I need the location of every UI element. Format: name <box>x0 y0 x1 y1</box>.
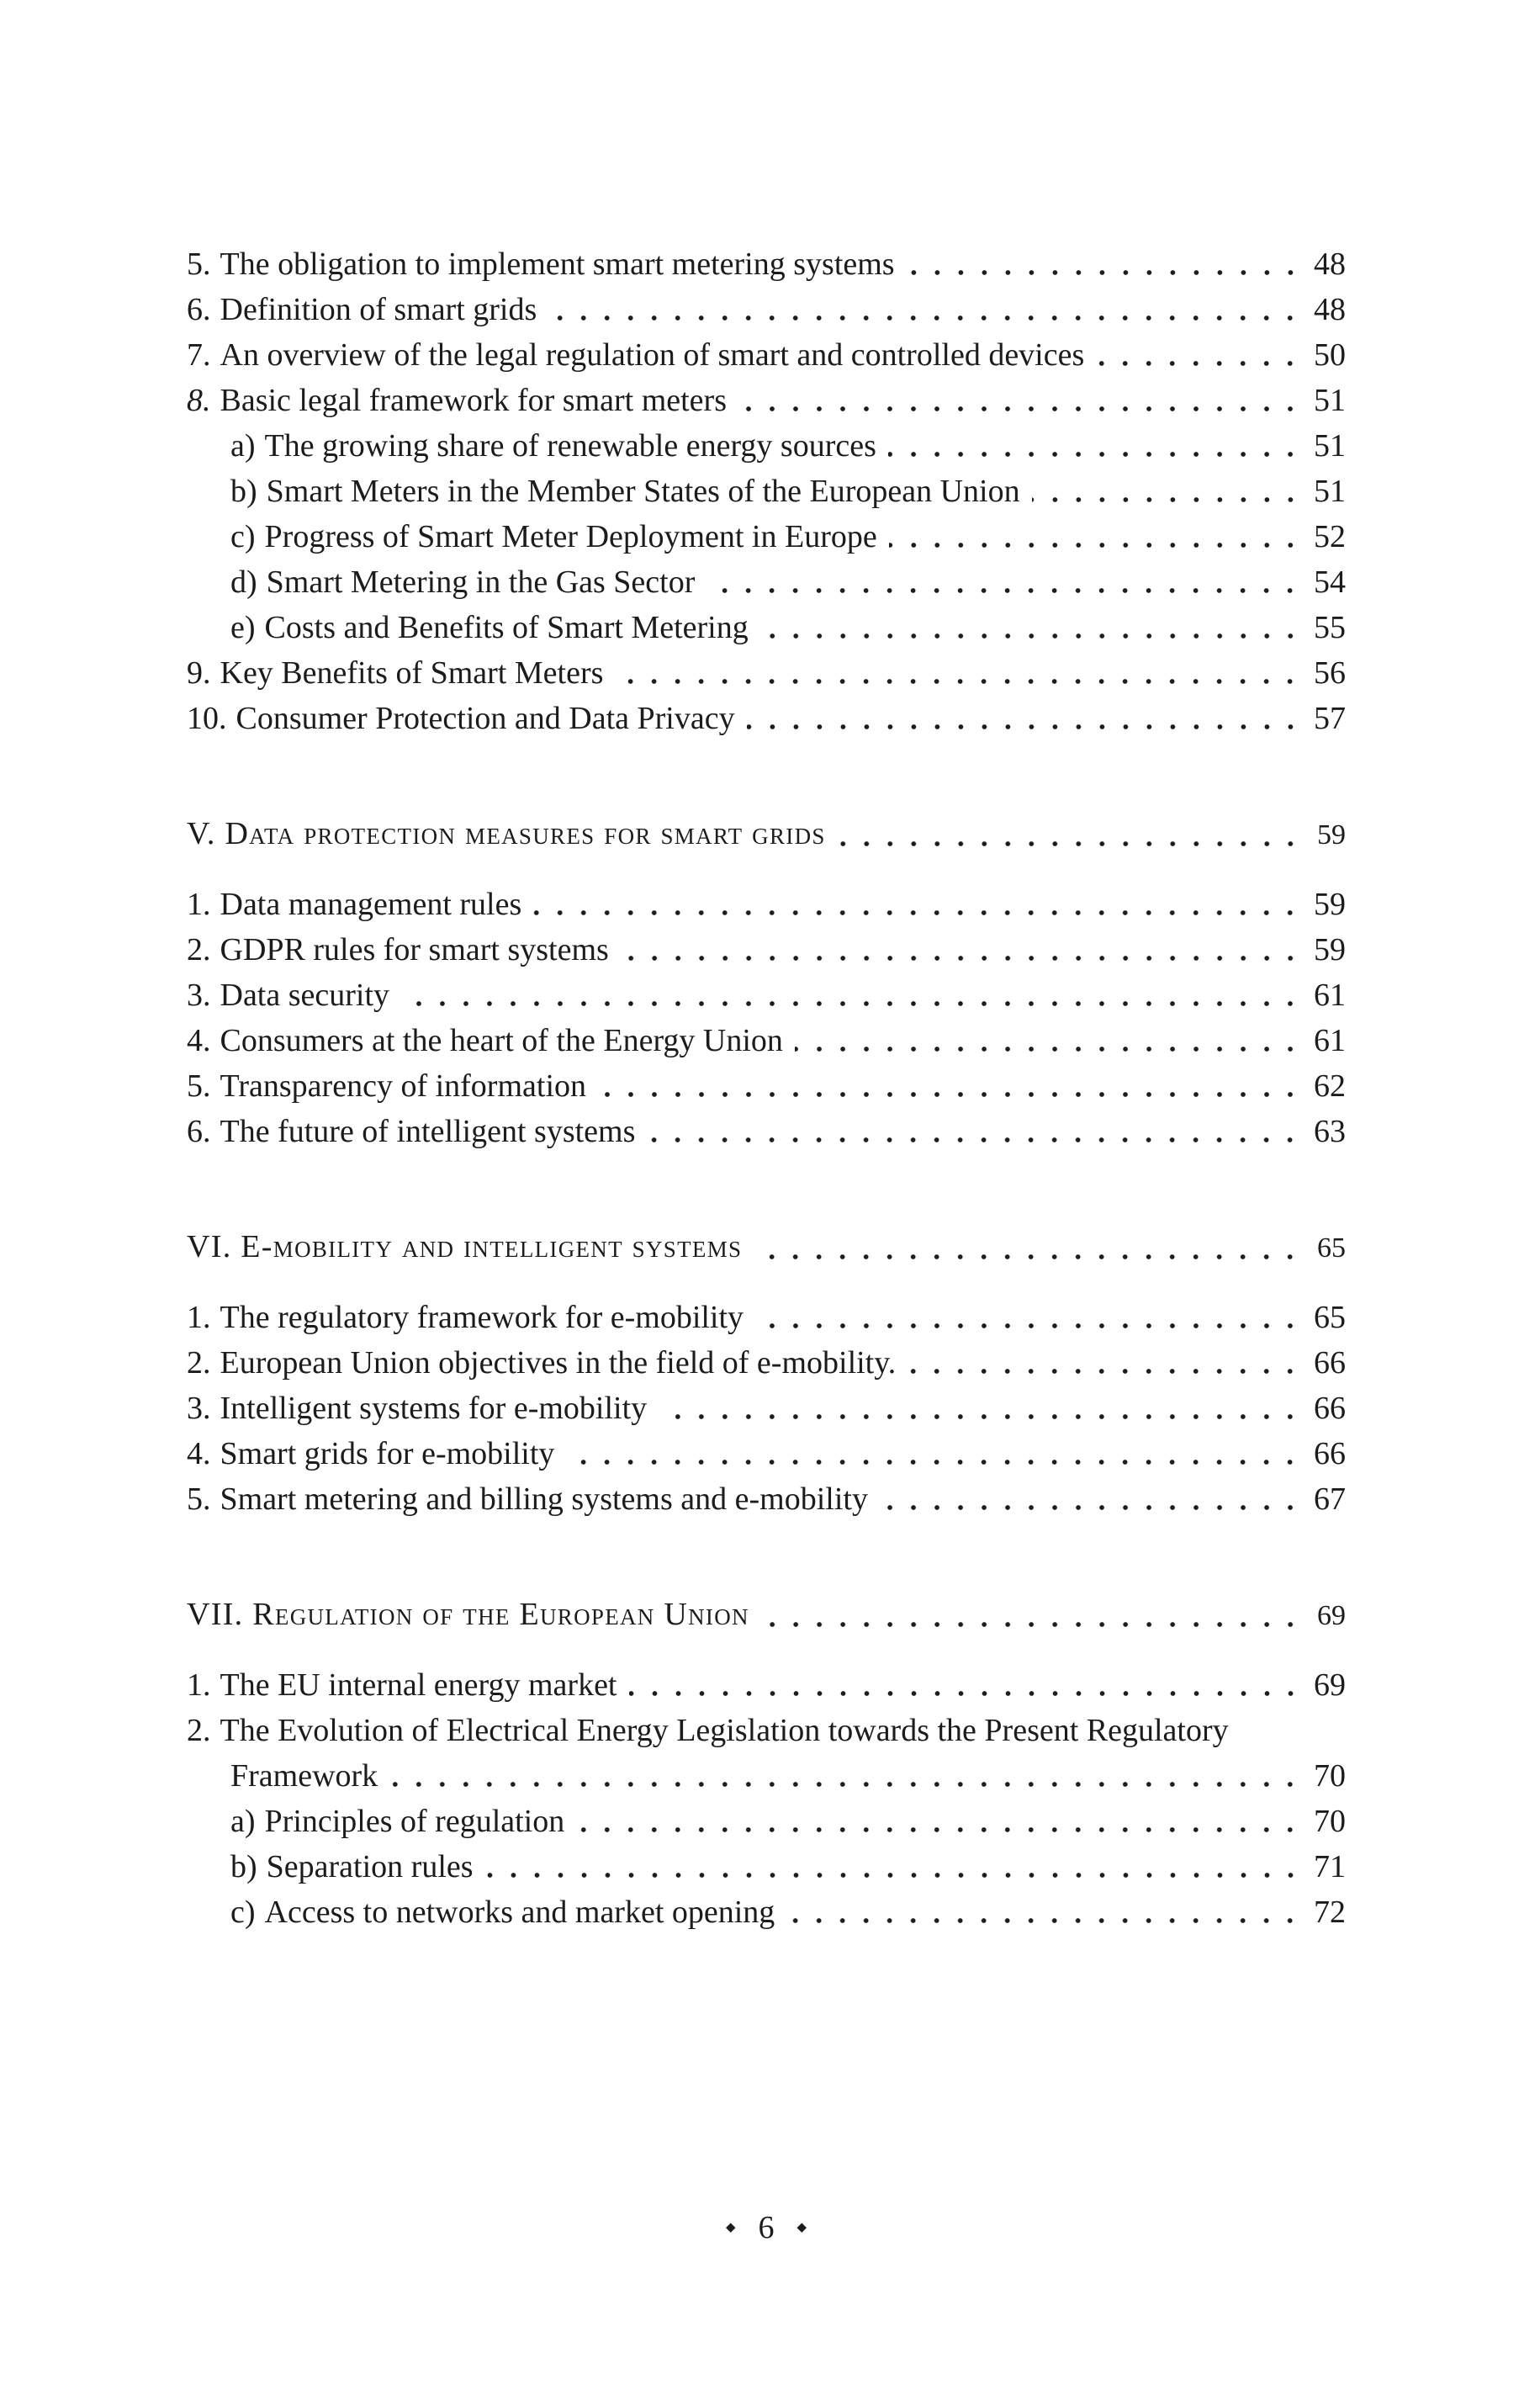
diamond-ornament-icon: ◆ <box>796 2219 807 2234</box>
entry-page-number: 50 <box>1314 337 1346 373</box>
toc-entry <box>187 973 1346 1018</box>
entry-page-number: 66 <box>1314 1391 1346 1426</box>
entry-title <box>187 1662 617 1708</box>
leader-dots <box>629 1691 1303 1696</box>
leader-dots <box>401 1001 1302 1006</box>
footer-page-number: 6 <box>758 2210 775 2245</box>
entry-title <box>230 469 1020 514</box>
entry-label: e) <box>230 610 256 645</box>
entry-text: Smart Meters in the Member States of the European Union <box>266 474 1020 509</box>
leader-dots <box>838 841 1302 846</box>
entry-title <box>230 1753 378 1799</box>
entry-page-number: 55 <box>1314 610 1346 645</box>
toc-entry <box>187 423 1346 469</box>
entry-title <box>230 1799 564 1844</box>
toc-entry <box>187 1799 1346 1844</box>
entry-title <box>187 1340 896 1386</box>
entry-label: 5. <box>187 246 211 282</box>
leader-dots <box>795 1047 1302 1052</box>
entry-label: b) <box>230 1849 257 1884</box>
entry-text: Smart grids for e-mobility <box>220 1436 555 1471</box>
entry-title <box>187 332 1084 378</box>
leader-dots <box>485 1873 1302 1878</box>
entry-text: Separation rules <box>266 1849 474 1884</box>
entry-text: Data security <box>220 978 390 1013</box>
leader-dots <box>659 1414 1302 1419</box>
toc-entry <box>187 378 1346 423</box>
entry-label: 2. <box>187 1713 211 1748</box>
entry-text: Definition of smart grids <box>220 292 537 327</box>
toc-section-header <box>187 1224 1346 1271</box>
entry-label: 8. <box>187 383 211 418</box>
leader-dots <box>888 452 1302 457</box>
entry-label: 5. <box>187 1481 211 1517</box>
toc-entry <box>187 927 1346 973</box>
leader-dots <box>754 1254 1302 1259</box>
toc-entry <box>187 1295 1346 1340</box>
entry-text: Progress of Smart Meter Deployment in Europe <box>264 519 877 554</box>
entry-page-number: 67 <box>1314 1481 1346 1517</box>
entry-label: 1. <box>187 1667 211 1703</box>
entry-title <box>187 1431 554 1476</box>
section-header-text: V. Data protection measures for smart grids <box>187 816 826 851</box>
entry-text: Transparency of information <box>220 1068 586 1104</box>
toc-entry <box>187 882 1346 927</box>
toc-entry <box>187 1844 1346 1889</box>
entry-text: Costs and Benefits of Smart Metering <box>264 610 749 645</box>
entry-title <box>230 1844 474 1889</box>
entry-page-number: 70 <box>1314 1758 1346 1794</box>
entry-label: 7. <box>187 337 211 373</box>
entry-label: 3. <box>187 1391 211 1426</box>
leader-dots <box>907 270 1302 275</box>
entry-text: Access to networks and market opening <box>264 1895 775 1930</box>
entry-label: 2. <box>187 932 211 967</box>
entry-title <box>187 1018 783 1063</box>
toc-entry <box>187 650 1346 696</box>
entry-text: Intelligent systems for e-mobility <box>220 1391 648 1426</box>
leader-dots <box>1096 361 1302 366</box>
toc-entry <box>187 1018 1346 1063</box>
leader-dots <box>389 1782 1302 1787</box>
leader-dots <box>598 1092 1302 1097</box>
entry-title <box>187 882 521 927</box>
entry-label: d) <box>230 564 257 600</box>
leader-dots <box>647 1137 1302 1142</box>
entry-page-number: 71 <box>1314 1849 1346 1884</box>
section-header-text: VI. E-mobility and intelligent systems <box>187 1229 743 1264</box>
entry-page-number: 54 <box>1314 564 1346 600</box>
leader-dots <box>621 956 1302 961</box>
entry-page-number: 69 <box>1314 1667 1346 1703</box>
entry-page-number: 66 <box>1314 1345 1346 1381</box>
entry-text: The future of intelligent systems <box>220 1114 636 1149</box>
entry-page-number: 70 <box>1314 1804 1346 1839</box>
entry-title <box>187 241 895 287</box>
entry-title <box>230 514 877 559</box>
entry-text: Principles of regulation <box>264 1804 565 1839</box>
toc-entry <box>187 332 1346 378</box>
leader-dots <box>576 1827 1302 1832</box>
entry-title <box>187 927 609 973</box>
entry-page-number: 59 <box>1314 932 1346 967</box>
entry-page-number: 56 <box>1314 655 1346 691</box>
entry-label: 10. <box>187 701 227 736</box>
section-page-number: 65 <box>1317 1232 1346 1264</box>
entry-label: 1. <box>187 1300 211 1335</box>
entry-label: b) <box>230 474 257 509</box>
entry-page-number: 51 <box>1314 428 1346 464</box>
toc-entry <box>187 1386 1346 1431</box>
leader-dots <box>533 910 1302 915</box>
entry-label: 4. <box>187 1436 211 1471</box>
entry-text: The Evolution of Electrical Energy Legislation towards the Present Regulatory <box>220 1713 1229 1748</box>
leader-dots <box>786 1918 1302 1923</box>
entry-text: Basic legal framework for smart meters <box>220 383 727 418</box>
toc-entry <box>187 241 1346 287</box>
entry-text: Key Benefits of Smart Meters <box>220 655 604 691</box>
toc-entry <box>187 1109 1346 1154</box>
leader-dots <box>747 724 1302 729</box>
entry-label: 3. <box>187 978 211 1013</box>
page-footer <box>187 2204 1346 2250</box>
toc-section-header <box>187 811 1346 858</box>
table-of-contents <box>187 241 1346 1935</box>
leader-dots <box>880 1505 1302 1510</box>
entry-page-number: 57 <box>1314 701 1346 736</box>
entry-text: Smart Metering in the Gas Sector <box>266 564 696 600</box>
entry-page-number: 62 <box>1314 1068 1346 1104</box>
toc-entry <box>187 1431 1346 1476</box>
section-header-text: VII. Regulation of the European Union <box>187 1597 749 1632</box>
entry-text: An overview of the legal regulation of smart and controlled devices <box>220 337 1085 373</box>
entry-label: 6. <box>187 1114 211 1149</box>
toc-entry <box>187 1753 1346 1799</box>
entry-title <box>187 1109 635 1154</box>
section-page-number: 69 <box>1317 1600 1346 1631</box>
entry-label: 9. <box>187 655 211 691</box>
entry-text: Framework <box>230 1758 378 1794</box>
toc-entry <box>187 1476 1346 1522</box>
entry-text: European Union objectives in the field of e-mobility. <box>220 1345 897 1381</box>
entry-title <box>187 1476 868 1522</box>
leader-dots <box>908 1369 1302 1374</box>
leader-dots <box>1032 497 1302 502</box>
entry-title <box>187 287 537 332</box>
leader-dots <box>761 1622 1302 1627</box>
entry-page-number: 48 <box>1314 292 1346 327</box>
entry-text: The growing share of renewable energy sources <box>264 428 876 464</box>
entry-label: c) <box>230 519 256 554</box>
leader-dots <box>738 406 1302 411</box>
entry-title <box>187 378 727 423</box>
entry-label: 5. <box>187 1068 211 1104</box>
entry-page-number: 59 <box>1314 887 1346 922</box>
toc-entry <box>187 1063 1346 1109</box>
entry-text: Consumers at the heart of the Energy Union <box>220 1023 783 1058</box>
entry-label: a) <box>230 1804 256 1839</box>
toc-section-header <box>187 1592 1346 1639</box>
toc-entry <box>187 1662 1346 1708</box>
entry-page-number: 61 <box>1314 978 1346 1013</box>
entry-page-number: 61 <box>1314 1023 1346 1058</box>
leader-dots <box>548 315 1302 321</box>
leader-dots <box>615 679 1302 684</box>
entry-label: 1. <box>187 887 211 922</box>
entry-title <box>230 559 695 605</box>
toc-entry <box>187 559 1346 605</box>
entry-page-number: 72 <box>1314 1895 1346 1930</box>
entry-text: Consumer Protection and Data Privacy <box>235 701 735 736</box>
entry-label: a) <box>230 428 256 464</box>
entry-page-number: 63 <box>1314 1114 1346 1149</box>
toc-entry <box>187 469 1346 514</box>
toc-entry <box>187 1889 1346 1935</box>
entry-text: The regulatory framework for e-mobility <box>220 1300 744 1335</box>
diamond-ornament-icon: ◆ <box>725 2219 736 2234</box>
toc-entry <box>187 696 1346 741</box>
entry-text: Data management rules <box>220 887 522 922</box>
entry-title <box>230 605 749 650</box>
entry-label: 6. <box>187 292 211 327</box>
section-page-number: 59 <box>1317 819 1346 851</box>
entry-title <box>187 1386 647 1431</box>
leader-dots <box>760 633 1302 639</box>
entry-page-number: 52 <box>1314 519 1346 554</box>
toc-entry <box>187 287 1346 332</box>
entry-text: Smart metering and billing systems and e-mobility <box>220 1481 868 1517</box>
entry-label: 2. <box>187 1345 211 1381</box>
entry-title <box>187 1063 586 1109</box>
entry-page-number: 51 <box>1314 383 1346 418</box>
leader-dots <box>889 543 1302 548</box>
leader-dots <box>706 588 1302 593</box>
entry-title <box>187 1708 1229 1753</box>
entry-page-number: 65 <box>1314 1300 1346 1335</box>
entry-label: c) <box>230 1895 256 1930</box>
entry-label: 4. <box>187 1023 211 1058</box>
toc-entry <box>187 605 1346 650</box>
entry-text: The EU internal energy market <box>220 1667 617 1703</box>
entry-title <box>230 423 876 469</box>
entry-page-number: 66 <box>1314 1436 1346 1471</box>
toc-entry <box>187 514 1346 559</box>
entry-title <box>187 1295 744 1340</box>
leader-dots <box>566 1460 1302 1465</box>
entry-title <box>187 696 735 741</box>
entry-title <box>187 650 603 696</box>
entry-title <box>230 1889 775 1935</box>
entry-text: GDPR rules for smart systems <box>220 932 609 967</box>
toc-entry <box>187 1708 1346 1753</box>
entry-page-number: 48 <box>1314 246 1346 282</box>
entry-text: The obligation to implement smart metering systems <box>220 246 895 282</box>
leader-dots <box>755 1323 1302 1328</box>
toc-entry <box>187 1340 1346 1386</box>
entry-title <box>187 973 389 1018</box>
entry-page-number: 51 <box>1314 474 1346 509</box>
